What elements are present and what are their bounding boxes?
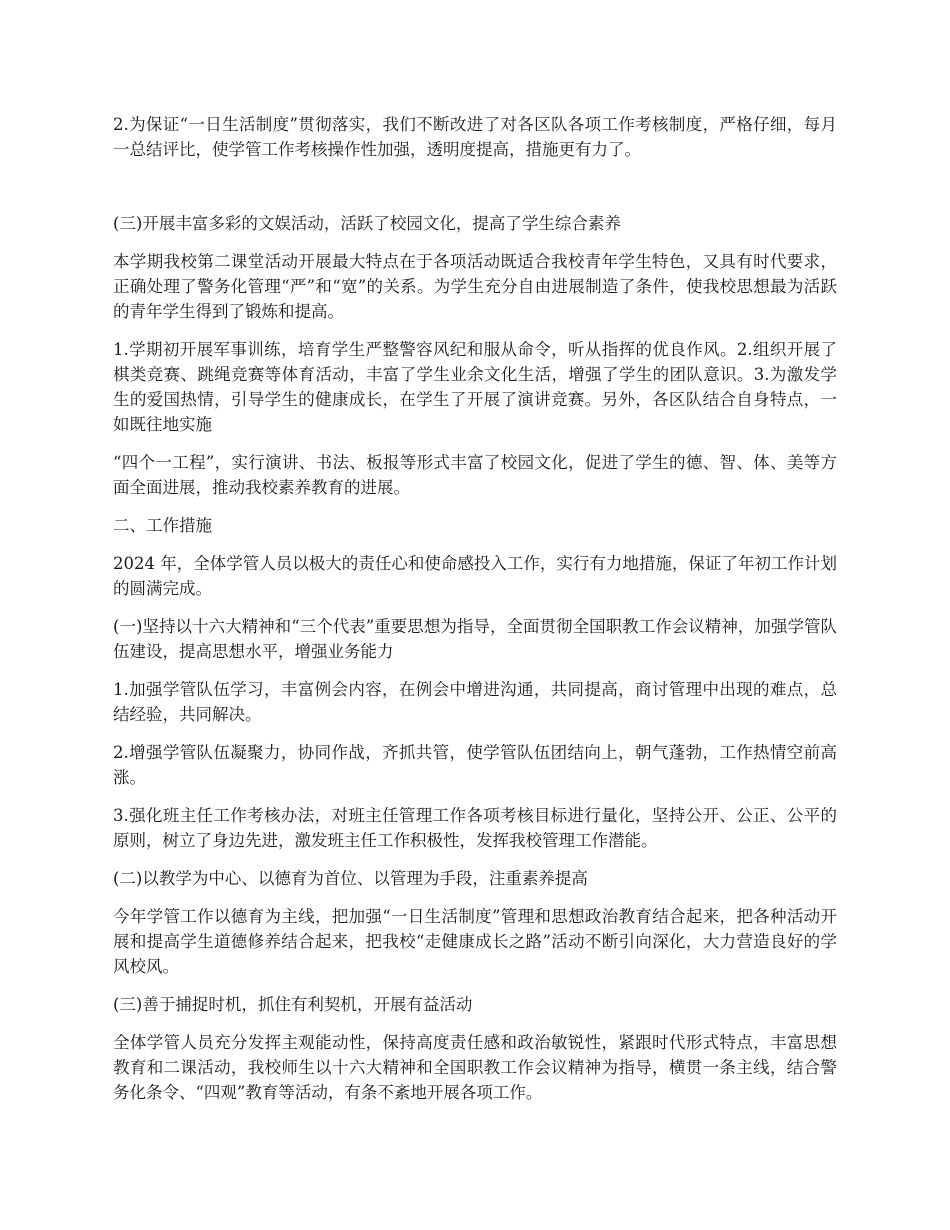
section-gap: [113, 175, 837, 211]
heading-moral-education: (二)以教学为中心、以德育为首位、以管理为手段，注重素养提高: [113, 869, 588, 888]
heading-work-measures: 二、工作措施: [113, 516, 212, 535]
paragraph-teacher-assessment: 3.强化班主任工作考核办法，对班主任管理工作各项考核目标进行量化，坚持公开、公正、公平的原则，树立了身边先进，激发班主任工作积极性，发挥我校管理工作潜能。: [113, 806, 837, 850]
paragraph-four-projects: “四个一工程”，实行演讲、书法、板报等形式丰富了校园文化，促进了学生的德、智、体、美等方面全面进展，推动我校素养教育的进展。: [113, 453, 837, 497]
paragraph-moral-education: 今年学管工作以德育为主线，把加强“一日生活制度”管理和思想政治教育结合起来，把各种活动开展和提高学生道德修养结合起来，把我校“走健康成长之路”活动不断引向深化，大力营造良好的学风校风。: [113, 907, 837, 976]
heading-seize-opportunity: (三)善于捕捉时机，抓住有利契机，开展有益活动: [113, 995, 473, 1014]
paragraph-team-study: 1.加强学管队伍学习，丰富例会内容，在例会中增进沟通，共同提高，商讨管理中出现的难点，总结经验，共同解决。: [113, 680, 837, 724]
heading-team-building: (一)坚持以十六大精神和“三个代表”重要思想为指导，全面贯彻全国职教工作会议精神，加强学管队伍建设，提高思想水平，增强业务能力: [113, 617, 837, 661]
paragraph-annual-summary: 2024 年，全体学管人员以极大的责任心和使命感投入工作，实行有力地措施，保证了年初工作计划的圆满完成。: [113, 554, 837, 598]
paragraph-evaluation-system: 2.为保证“一日生活制度”贯彻落实，我们不断改进了对各区队各项工作考核制度，严格仔细，每月一总结评比，使学管工作考核操作性加强，透明度提高，措施更有力了。: [113, 115, 837, 159]
paragraph-seize-opportunity: 全体学管人员充分发挥主观能动性，保持高度责任感和政治敏锐性，紧跟时代形式特点，丰富思想教育和二课活动，我校师生以十六大精神和全国职教工作会议精神为指导，横贯一条主线，结合警务化条令、“四观”教育等活动，有条不紊地开展各项工作。: [113, 1033, 837, 1102]
paragraph-team-cohesion: 2.增强学管队伍凝聚力，协同作战，齐抓共管，使学管队伍团结向上，朝气蓬勃，工作热情空前高涨。: [113, 743, 837, 787]
paragraph-second-classroom: 本学期我校第二课堂活动开展最大特点在于各项活动既适合我校青年学生特色，又具有时代要求，正确处理了警务化管理“严”和“宽”的关系。为学生充分自由进展制造了条件，使我校思想最为活跃的青年学生得到了锻炼和提高。: [113, 252, 837, 321]
heading-cultural-activities: (三)开展丰富多彩的文娱活动，活跃了校园文化，提高了学生综合素养: [113, 214, 621, 233]
paragraph-activity-list: 1.学期初开展军事训练，培育学生严整警容风纪和服从命令，听从指挥的优良作风。2.组织开展了棋类竞赛、跳绳竞赛等体育活动，丰富了学生业余文化生活，增强了学生的团队意识。3.为激发学生的爱国热情，引导学生的健康成长，在学生了开展了演讲竞赛。另外，各区队结合自身特点，一如既往地实施: [113, 340, 837, 434]
document-page: [113, 112, 837, 1118]
